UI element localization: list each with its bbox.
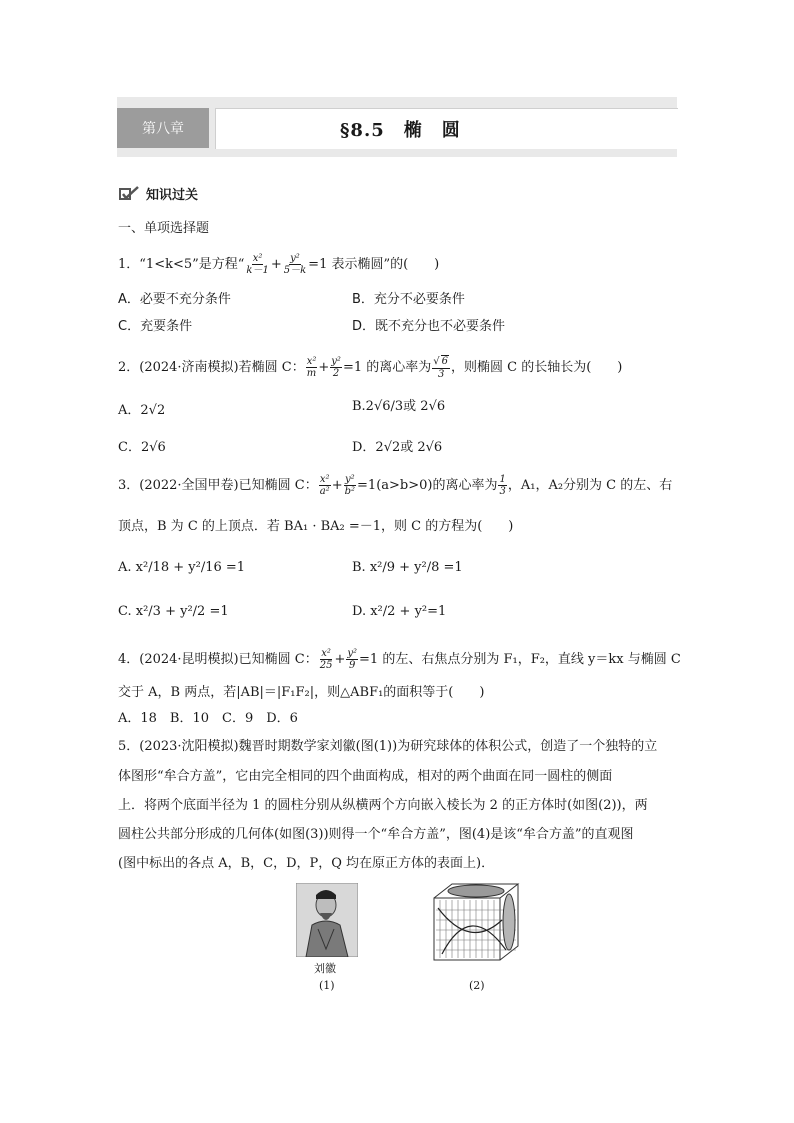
q5-line: 上．将两个底面半径为 1 的圆柱分别从纵横两个方向嵌入棱长为 2 的正方体时(如图(2))，两 xyxy=(118,798,648,813)
q3-stem-line2: 顶点，B 为 C 的上顶点．若 BA₁ · BA₂ =－1，则 C 的方程为( ) xyxy=(118,519,514,534)
portrait-image xyxy=(296,883,358,957)
q4-options: A．18 B．10 C．9 D．6 xyxy=(118,711,298,726)
q2-option-c: C．2√6 xyxy=(118,440,166,455)
q2-stem: 2．(2024·济南模拟)若椭圆 C： $\frac{\text{x²}}{m}$ + $\frac{\text{y²}}{2}$ =1 的离心率为 $\frac{√ 6}{3}$ ，则椭圆 C 的长轴长为( ) xyxy=(118,356,623,380)
section-title: 知识过关 xyxy=(146,188,199,203)
q3-option-b: B. x²/9 + y²/8 =1 xyxy=(352,560,463,575)
figure1-label: (1) xyxy=(319,979,335,992)
q2-option-d: D．2√2或 2√6 xyxy=(352,440,443,455)
q1-option-b: B．充分不必要条件 xyxy=(352,292,465,307)
q3-stem: 3．(2022·全国甲卷)已知椭圆 C： $\frac{\text{x²}}{\text{a²}}$ + $\frac{\text{y²}}{\text{b²}}$ =1(a>b>0)的离心率为 $\frac{1}{3}$ ，A₁，A₂分别为 C 的左、右 xyxy=(118,474,673,497)
q1-frac-x: $\frac{\text{x²}}{k-1}$ xyxy=(246,253,269,276)
chapter-tab: 第八章 xyxy=(117,108,209,148)
q1-frac-y: $\frac{\text{y²}}{5-k}$ xyxy=(283,253,307,276)
q1-option-c: C．充要条件 xyxy=(118,319,193,334)
q3-option-a: A. x²/18 + y²/16 =1 xyxy=(118,560,246,575)
q3-option-c: C. x²/3 + y²/2 =1 xyxy=(118,604,229,619)
q5-line: (图中标出的各点 A，B，C，D，P，Q 均在原正方体的表面上)． xyxy=(118,856,495,871)
part-heading: 一、单项选择题 xyxy=(118,221,210,236)
section-heading xyxy=(118,184,198,203)
q1-option-d: D．既不充分也不必要条件 xyxy=(352,319,506,334)
q1-stem: 1．“1<k<5”是方程“ $\frac{\text{x²}}{k-1}$ + $\frac{\text{y²}}{5-k}$ =1 表示椭圆”的( ) xyxy=(118,253,440,276)
page-title: §8.5 椭 圆 xyxy=(340,120,461,141)
q5-line: 圆柱公共部分形成的几何体(如图(3))则得一个“牟合方盖”，图(4)是该“牟合方盖”的直观图 xyxy=(118,827,634,842)
figure2-label: (2) xyxy=(469,979,485,992)
q5-line: 体图形“牟合方盖”，它由完全相同的四个曲面构成，相对的两个曲面在同一圆柱的侧面 xyxy=(118,769,613,784)
q3-option-d: D. x²/2 + y²=1 xyxy=(352,604,447,619)
figure1-name: 刘徽 xyxy=(314,962,336,975)
q1-option-a: A．必要不充分条件 xyxy=(118,292,231,307)
cube-cylinder-figure xyxy=(430,880,522,964)
q4-stem: 4．(2024·昆明模拟)已知椭圆 C： $\frac{\text{x²}}{25}$ + $\frac{\text{y²}}{9}$ =1 的左、右焦点分别为 F₁，F₂，直线 y＝kx 与椭圆 C xyxy=(118,648,681,671)
q5-line: 5．(2023·沈阳模拟)魏晋时期数学家刘徽(图(1))为研究球体的体积公式，创造了一个独特的立 xyxy=(118,739,658,754)
q4-stem-line2: 交于 A，B 两点，若|AB|＝|F₁F₂|，则△ABF₁的面积等于( ) xyxy=(118,685,485,700)
checklist-icon xyxy=(118,186,140,202)
q2-option-b: B.2√6/3或 2√6 xyxy=(352,399,446,414)
q2-option-a: A．2√2 xyxy=(118,403,166,418)
